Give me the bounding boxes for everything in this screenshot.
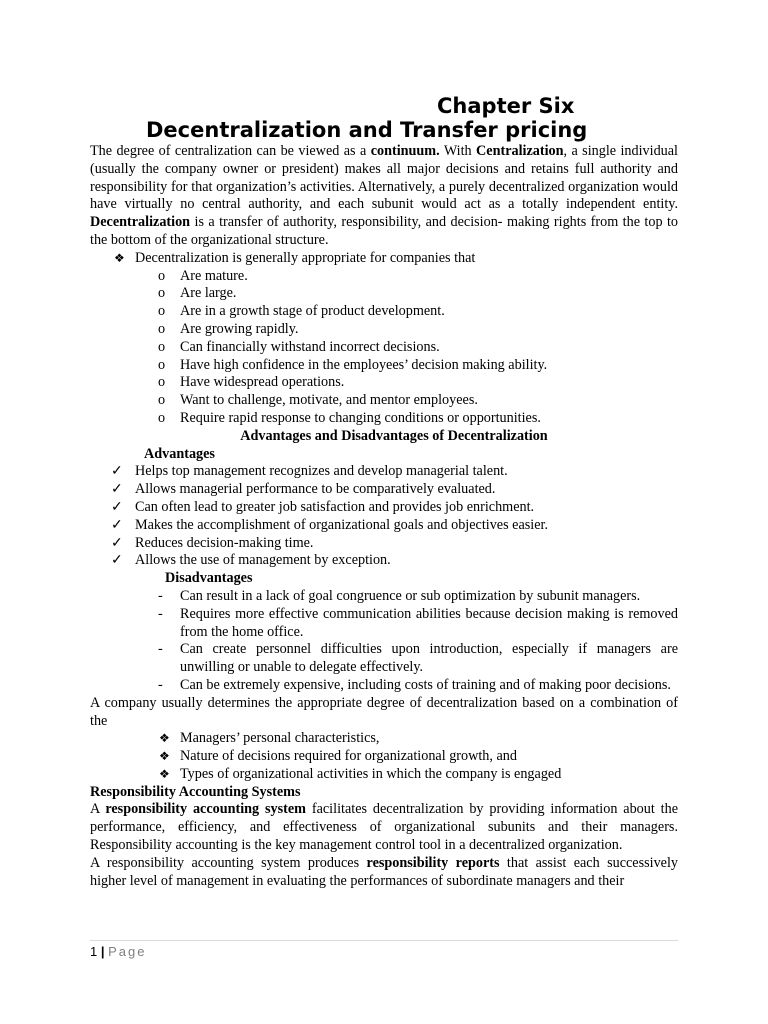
check-bullet-icon: ✓ <box>111 481 123 498</box>
list-item <box>90 321 678 339</box>
dash-bullet-icon: - <box>158 587 163 604</box>
intro-text-4: is a transfer of authority, responsibility, and decision- making rights from the top to the bottom of the organizational structure. <box>90 214 678 248</box>
combination-paragraph: A company usually determines the appropriate degree of decentralization based on a combination of the <box>90 694 678 729</box>
page-footer <box>90 940 678 959</box>
list-item-text: Are large. <box>180 285 237 302</box>
circle-bullet-icon: o <box>158 285 166 302</box>
list-item <box>90 268 678 286</box>
check-bullet-icon: ✓ <box>111 552 123 569</box>
chapter-title: Chapter Six <box>437 94 575 118</box>
appropriate-list <box>90 268 678 428</box>
intro-bold-centralization: Centralization <box>476 143 564 159</box>
page-number-label <box>90 944 678 959</box>
ras-paragraph-2 <box>90 855 678 891</box>
intro-text-1: The degree of centralization can be viewed as a <box>90 143 371 159</box>
list-item <box>90 730 678 748</box>
dash-bullet-icon: - <box>158 605 163 622</box>
list-item <box>90 374 678 392</box>
ras-paragraph-1 <box>90 801 678 854</box>
list-item-text: Are mature. <box>180 267 248 284</box>
list-item-text: Can result in a lack of goal congruence or sub optimization by subunit managers. <box>180 587 641 604</box>
list-item-text: Helps top management recognizes and develop managerial talent. <box>135 463 508 480</box>
list-item-text: Are growing rapidly. <box>180 320 299 337</box>
list-item <box>90 392 678 410</box>
ras-p2-text-2: that assist each successively higher level of management in evaluating the performances of subordinate managers and their <box>90 854 678 889</box>
list-item-text: Can create personnel difficulties upon introduction, especially if managers are unwilling or unable to delegate effectively. <box>180 641 678 676</box>
list-item <box>90 463 678 481</box>
list-item-text: Managers’ personal characteristics, <box>180 730 380 747</box>
list-item-text: Reduces decision-making time. <box>135 534 314 551</box>
circle-bullet-icon: o <box>158 338 166 355</box>
list-item-text: Makes the accomplishment of organizational goals and objectives easier. <box>135 516 549 533</box>
list-item-text: Can be extremely expensive, including costs of training and of making poor decisions. <box>180 676 671 693</box>
footer-separator: | <box>100 944 105 959</box>
advantages-heading: Advantages <box>144 445 215 462</box>
ras-p2-bold: responsibility reports <box>366 854 500 871</box>
ras-p2-text-1: A responsibility accounting system produces <box>90 854 367 871</box>
list-item <box>90 606 678 642</box>
combination-list <box>90 730 678 783</box>
list-item <box>90 766 678 784</box>
page-content <box>90 93 678 891</box>
list-item-text: Can financially withstand incorrect decisions. <box>180 338 440 355</box>
list-item <box>90 535 678 553</box>
list-item <box>90 339 678 357</box>
intro-text-2: With <box>439 143 477 159</box>
section-heading-adv-disadv: Advantages and Disadvantages of Decentralization <box>240 427 548 444</box>
list-item-text: Nature of decisions required for organizational growth, and <box>180 748 517 765</box>
list-item-text: Require rapid response to changing conditions or opportunities. <box>180 409 541 426</box>
disadvantages-list <box>90 588 678 695</box>
disadvantages-heading: Disadvantages <box>165 570 253 587</box>
ras-p1-bold: responsibility accounting system <box>105 801 306 818</box>
intro-bold-decentralization: Decentralization <box>90 214 191 231</box>
list-item-text: Are in a growth stage of product development. <box>180 303 445 320</box>
list-item <box>90 499 678 517</box>
advantages-list <box>90 463 678 570</box>
intro-paragraph <box>90 143 678 250</box>
circle-bullet-icon: o <box>158 303 166 320</box>
diamond-bullet-icon: ❖ <box>159 766 170 781</box>
ras-p1-text-2: facilitates decentralization by providing information about the performance, efficiency, and effectiveness of organizational subunits and their managers. Responsibility accounting is the key management control tool in a decentralized organization. <box>90 801 678 854</box>
list-item-text: Have high confidence in the employees’ decision making ability. <box>180 356 548 373</box>
check-bullet-icon: ✓ <box>111 534 123 551</box>
check-bullet-icon: ✓ <box>111 516 123 533</box>
list-item <box>90 481 678 499</box>
circle-bullet-icon: o <box>158 320 166 337</box>
list-item-text: Requires more effective communication abilities because decision making is removed from the home office. <box>180 605 678 640</box>
list-item <box>90 517 678 535</box>
list-item-text: Types of organizational activities in which the company is engaged <box>180 765 562 782</box>
list-item-text: Can often lead to greater job satisfaction and provides job enrichment. <box>135 498 535 515</box>
dash-bullet-icon: - <box>158 641 163 658</box>
intro-text-3: , a single individual (usually the company owner or president) makes all major decisions and retains full authority and responsibility for that organization’s activities. Alternatively, a purely decentralized organization would have virtually no central authority, and each subunit would act as a totally independent entity. <box>90 143 678 213</box>
document-title: Decentralization and Transfer pricing <box>146 118 588 142</box>
circle-bullet-icon: o <box>158 267 166 284</box>
circle-bullet-icon: o <box>158 409 166 426</box>
circle-bullet-icon: o <box>158 374 166 391</box>
list-item <box>90 357 678 375</box>
list-item <box>90 410 678 428</box>
list-item <box>90 250 678 268</box>
check-bullet-icon: ✓ <box>111 498 123 515</box>
circle-bullet-icon: o <box>158 392 166 409</box>
appropriate-lead: Decentralization is generally appropriate for companies that <box>135 249 476 266</box>
list-item-text: Allows the use of management by exception. <box>135 552 391 569</box>
list-item-text: Want to challenge, motivate, and mentor employees. <box>180 392 478 409</box>
check-bullet-icon: ✓ <box>111 463 123 480</box>
diamond-bullet-icon: ❖ <box>159 749 170 764</box>
list-item-text: Have widespread operations. <box>180 374 345 391</box>
ras-p1-text-1: A <box>90 801 106 818</box>
page-label: Page <box>108 944 147 959</box>
circle-bullet-icon: o <box>158 356 166 373</box>
diamond-bullet-icon: ❖ <box>114 250 125 265</box>
list-item-text: Allows managerial performance to be comparatively evaluated. <box>135 481 496 498</box>
list-item <box>90 552 678 570</box>
intro-bold-continuum: continuum. <box>370 143 440 159</box>
list-item <box>90 641 678 677</box>
list-item <box>90 285 678 303</box>
ras-heading: Responsibility Accounting Systems <box>90 783 301 800</box>
diamond-bullet-icon: ❖ <box>159 731 170 746</box>
page-number: 1 <box>90 944 98 959</box>
list-item <box>90 677 678 695</box>
dash-bullet-icon: - <box>158 676 163 693</box>
list-item <box>90 303 678 321</box>
list-item <box>90 588 678 606</box>
list-item <box>90 748 678 766</box>
